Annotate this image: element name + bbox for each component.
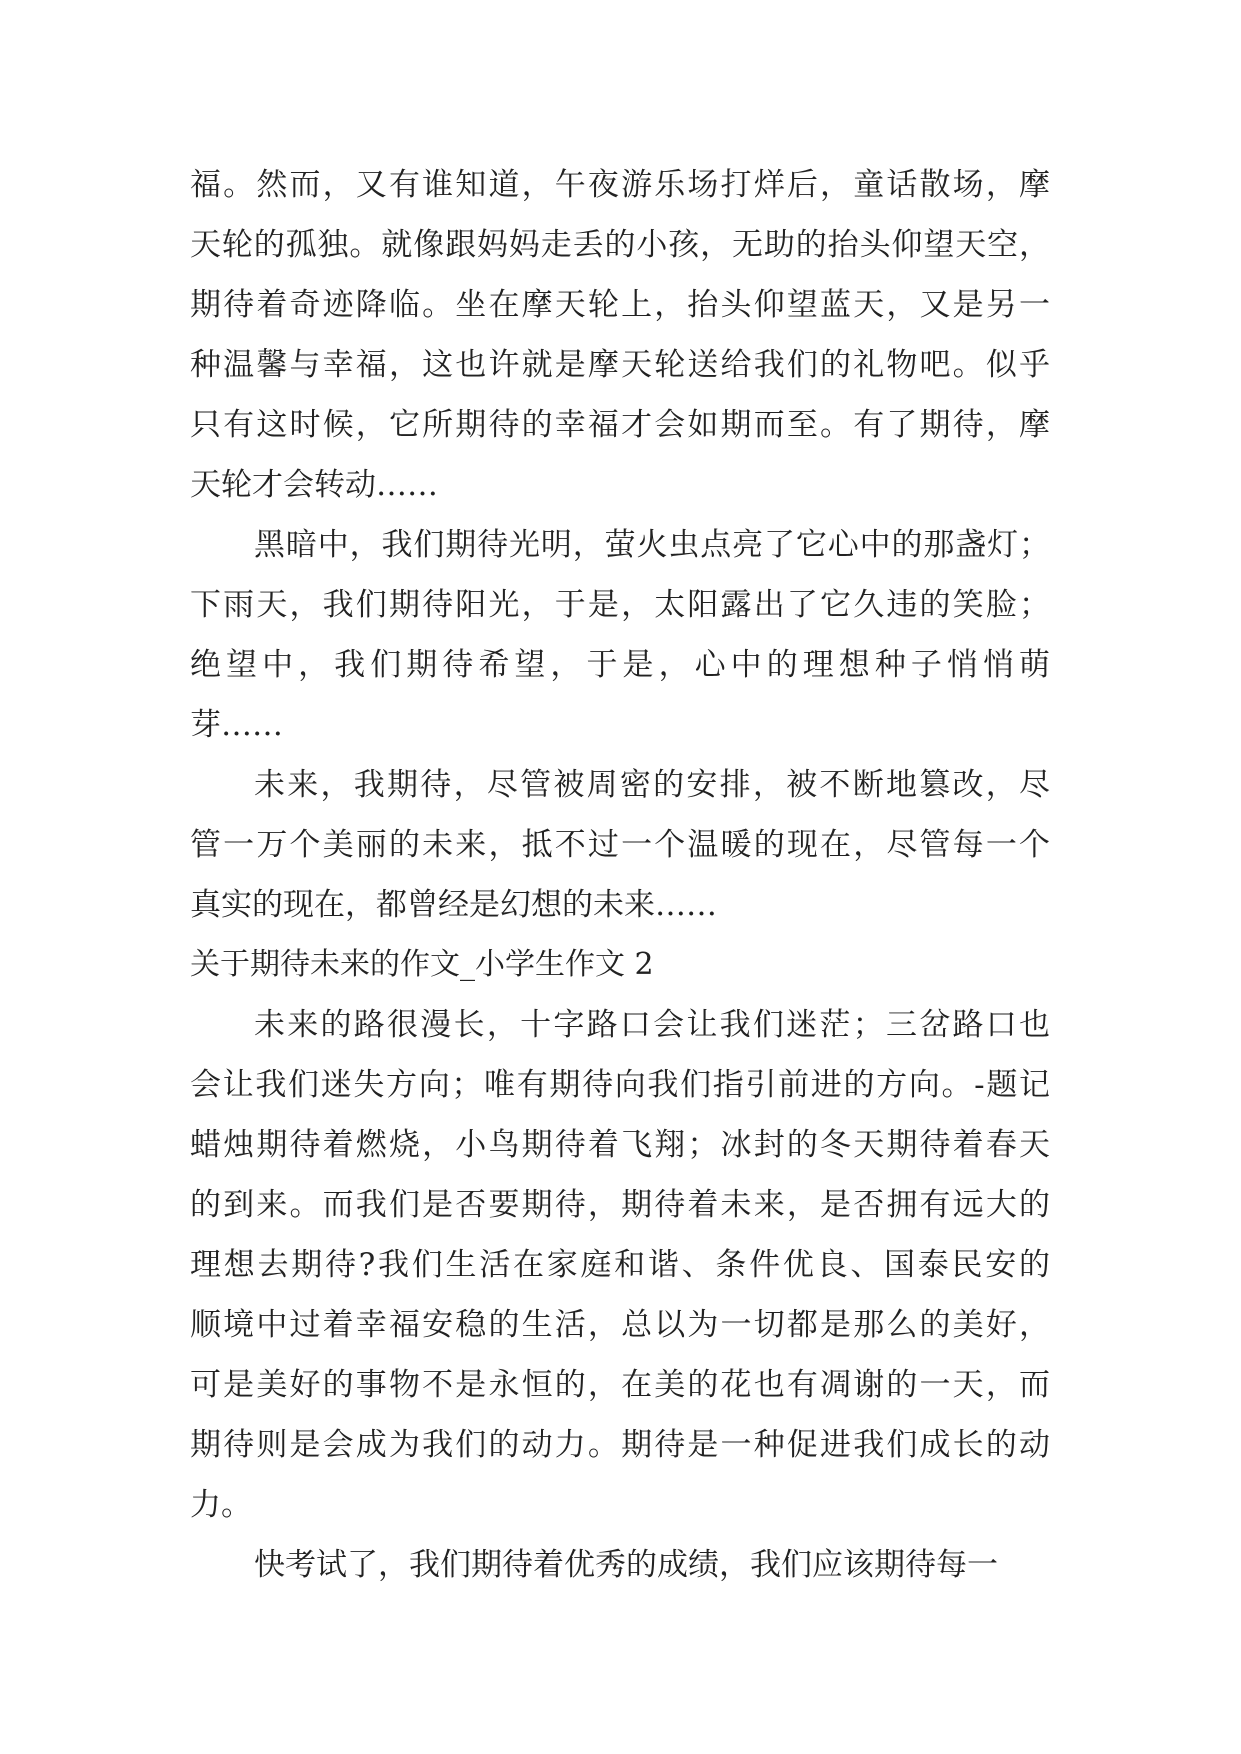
paragraph-line: 种温馨与幸福，这也许就是摩天轮送给我们的礼物吧。似乎 — [190, 347, 1050, 383]
paragraph-line: 会让我们迷失方向；唯有期待向我们指引前进的方向。-题记 — [190, 1067, 1050, 1103]
paragraph-line: 绝望中，我们期待希望，于是，心中的理想种子悄悄萌 — [190, 647, 1050, 683]
paragraph-line: 快考试了，我们期待着优秀的成绩，我们应该期待每一 — [254, 1547, 998, 1583]
paragraph-line: 福。然而，又有谁知道，午夜游乐场打烊后，童话散场，摩 — [190, 167, 1050, 203]
paragraph-line: 可是美好的事物不是永恒的，在美的花也有凋谢的一天，而 — [190, 1367, 1050, 1403]
section-heading: 关于期待未来的作文_小学生作文 2 — [190, 947, 654, 982]
paragraph-line: 黑暗中，我们期待光明，萤火虫点亮了它心中的那盏灯； — [254, 527, 1050, 563]
paragraph-line: 天轮才会转动…… — [190, 467, 438, 503]
paragraph-line: 真实的现在，都曾经是幻想的未来…… — [190, 887, 717, 923]
paragraph-line: 期待着奇迹降临。坐在摩天轮上，抬头仰望蓝天，又是另一 — [190, 287, 1050, 323]
paragraph-line: 下雨天，我们期待阳光，于是，太阳露出了它久违的笑脸； — [190, 587, 1050, 623]
paragraph-line: 管一万个美丽的未来，抵不过一个温暖的现在，尽管每一个 — [190, 827, 1050, 863]
paragraph-line: 天轮的孤独。就像跟妈妈走丢的小孩，无助的抬头仰望天空， — [190, 227, 1050, 263]
paragraph-line: 蜡烛期待着燃烧，小鸟期待着飞翔；冰封的冬天期待着春天 — [190, 1127, 1050, 1163]
paragraph-line: 只有这时候，它所期待的幸福才会如期而至。有了期待，摩 — [190, 407, 1050, 443]
paragraph-line: 力。 — [190, 1487, 252, 1523]
paragraph-line: 期待则是会成为我们的动力。期待是一种促进我们成长的动 — [190, 1427, 1050, 1463]
paragraph-line: 未来的路很漫长，十字路口会让我们迷茫；三岔路口也 — [254, 1007, 1050, 1043]
paragraph-line: 的到来。而我们是否要期待，期待着未来，是否拥有远大的 — [190, 1187, 1050, 1223]
paragraph-line: 未来，我期待，尽管被周密的安排，被不断地篡改，尽 — [254, 767, 1050, 803]
document-body — [190, 155, 1050, 1595]
paragraph-line: 芽…… — [190, 707, 283, 743]
paragraph-line: 理想去期待?我们生活在家庭和谐、条件优良、国泰民安的 — [190, 1247, 1050, 1283]
paragraph-line: 顺境中过着幸福安稳的生活，总以为一切都是那么的美好， — [190, 1307, 1050, 1343]
